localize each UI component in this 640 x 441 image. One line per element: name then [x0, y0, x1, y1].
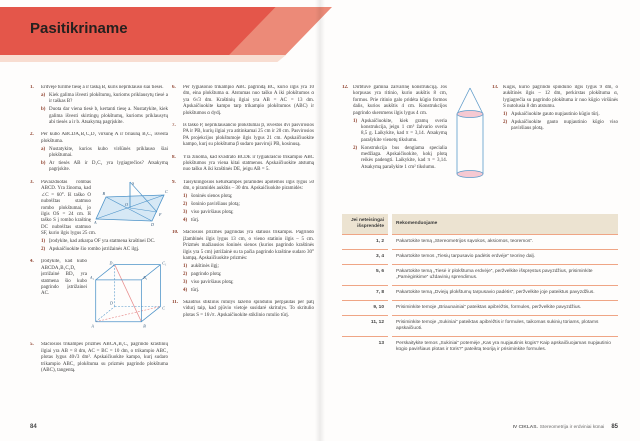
exercise-number: 5.: [30, 342, 34, 348]
table-cell-recommendation: Pakartokite temą „Stereometrijos sąvokos, aksiomos, teoremos“.: [392, 234, 618, 249]
left-page-column-2: [172, 85, 314, 325]
item-label: 2): [41, 246, 46, 252]
exercise-text: Pavaizduotas rombas ABCD. Yra žinoma, kad ∠C = 60°. Iš taško O nubrėžtas statmuo rombo plokštumai, jo ilgis OS = 24 cm. Iš taško S į rombo kraštinę DC nubrėžtas statmuo SF, kurio ilgis lygus 25 cm.: [41, 179, 97, 237]
exercise-text: Dirbtuvė gamina žalvarinę konstrukciją. Jos korpusas yra ritinio, kurio aukštis 8 cm, formos. Prie ritinio galo pridėta kūgio formos dalis, kurios aukštis 4 cm. Konstrukcijos pagrindo skersmens ilgis lygus 4 cm.: [353, 85, 447, 116]
table-header-tasks: Jei neteisingai išsprendėte: [342, 214, 388, 234]
exercise-10: [172, 230, 314, 294]
item-text: pagrindo plotą;: [191, 271, 222, 277]
item-label: 3): [183, 210, 188, 215]
exercise-6: [172, 85, 314, 117]
exercise-number: 9.: [172, 179, 176, 185]
item-label: 1): [183, 194, 188, 200]
page-gutter: [315, 0, 325, 441]
item-label: 2): [353, 145, 358, 151]
exercise-7: [172, 123, 314, 149]
exercise-item: [183, 218, 314, 224]
exercise-text: Taisyklingosios keturkampės piramidės apotemos ilgis lygus 50 dm, o piramidės aukštis – 30 dm. Apskaičiuokite piramidės:: [183, 179, 314, 192]
vertex-label: B₁: [143, 275, 148, 281]
exercise-number: 7.: [172, 123, 176, 129]
table-row: [342, 300, 618, 315]
exercise-number: 4.: [30, 259, 34, 265]
exercise-1: [30, 85, 168, 126]
item-text: Ar tiesės AB ir D₁C₁ yra lygiagrečios? Atsakymą pagrįskite.: [49, 161, 168, 173]
right-page-number: 85: [611, 424, 618, 430]
left-page-column-1: [30, 85, 168, 380]
item-text: aukštinės ilgį;: [191, 263, 219, 269]
exercise-item: [41, 161, 168, 174]
exercise-text: Per lygiašonio trikampio ABC pagrindą BC, kurio ilgis yra 10 dm, eina plokštuma α. Atstumas nuo taško A iki plokštumos α yra 6√3 dm. Kraštinių ilgiai yra AB = AC = 13 dm. Apskaičiuokite kampo tarp trikampio plokštumos (ABC) ir plokštumos α dydį.: [183, 85, 314, 116]
page-title: Pasitikriname: [30, 20, 128, 37]
recommendation-table: [342, 214, 618, 357]
exercise-number: 8.: [172, 154, 176, 160]
table-row: [342, 336, 618, 357]
vertex-label: A: [94, 219, 97, 225]
banner-pale-strip: [0, 55, 286, 62]
exercise-2: [30, 132, 168, 173]
exercise-13: [492, 85, 618, 133]
item-text: tūrį.: [191, 217, 200, 223]
table-row: [342, 264, 618, 285]
exercise-item: [183, 272, 314, 278]
vertex-label: C: [165, 188, 168, 194]
item-label: b): [41, 161, 46, 167]
vertex-label: A₁: [90, 275, 94, 281]
exercise-item: [183, 210, 314, 216]
vertex-label: B: [102, 190, 105, 196]
exercise-number: 11.: [172, 299, 178, 305]
table-cell-recommendation: Pakartokite temos „Tiesių tarpusavio padėtis erdvėje“ teorinę dalį.: [392, 249, 618, 264]
vertex-label: O: [124, 201, 128, 207]
exercise-item: [353, 146, 490, 172]
table-cell-tasks: 1, 2: [342, 234, 388, 249]
exercise-text: Iš taško P, nepriklausančio plokštumai β, išvestos dvi pasvirosios PA ir PB, kurių ilgiai yra atitinkamai 25 cm ir 20 cm. Pasvirosios PA projekcijos plokštumoje ilgis lygus 21 cm. Apskaičiuokite kampo, kurį su plokštuma β sudaro pasviroji PB, kosinusą.: [183, 123, 314, 148]
item-text: Duota dar viena tiesė b, kertanti tiesę a. Nustatykite, kiek galima išvesti skirtingų plokštumų, kurioms priklausytų abi tiesės a ir b. Atsakymą pagrįskite.: [49, 107, 168, 126]
exercise-item: [41, 107, 168, 126]
item-text: viso paviršiaus plotą;: [191, 279, 234, 285]
exercise-9: [172, 180, 314, 224]
item-text: tūrį.: [191, 287, 200, 293]
exercise-text: Yra žinoma, kad kvadrato BCDE ir lygiakraščio trikampio ABC plokštumos yra viena kitai statmenos. Apskaičiuokite atstumą nuo taško A iki kraštinės DE, jeigu AB = 5.: [183, 154, 314, 173]
vertex-label: D: [151, 221, 155, 227]
exercise-8: [172, 155, 314, 174]
exercise-text: Stačiosios trikampės prizmės ABCA₁B₁C₁ pagrindo kraštinių ilgiai yra AB = 8 dm, AC = BC = 10 dm, o trikampio ABC₁ plotas lygus 40√3 dm². Apskaičiuokite kampo, kurį sudaro trikampio ABC₁ plokštuma su prizmės pagrindo plokštuma (ABC), tangentą.: [41, 342, 168, 373]
left-page-number: 84: [30, 424, 37, 430]
exercise-number: 12.: [342, 85, 349, 90]
exercise-number: 10.: [172, 230, 179, 236]
table-header-recommendation: Rekomenduojame: [392, 214, 618, 234]
exercise-item: [183, 264, 314, 270]
exercise-text: Stačiosios prizmės pagrindas yra statusis trikampis. Pagrindo įžambinės ilgis lygus 13 cm, o vieno statinio ilgis – 5 cm. Prizmės mažiausios šoninės sienos (kurios pagrindo kraštinės ilgis yra 5 cm) įstrižainė su ta pačia pagrindo kraštine sudaro 30° kampą. Apskaičiuokite prizmės:: [183, 230, 314, 261]
exercise-item: [503, 120, 618, 133]
exercise-text: Skaidrus stiklinis rutulys lazerio spinduliu perpjautas per patį vidurį taip, kad pjūvio vietoje susidarė skritulys. To skritulio plotas S = 16√π. Apskaičiuokite stiklinio rutulio tūrį.: [183, 299, 314, 318]
exercise-12: [342, 85, 490, 186]
table-cell-tasks: 5, 6: [342, 264, 388, 285]
vertex-label: B: [143, 323, 146, 329]
table-cell-tasks: 7, 8: [342, 285, 388, 300]
footer-cycle-label: IV CIKLAS.: [512, 425, 538, 430]
vertex-label: C: [162, 305, 165, 311]
exercise-item: [41, 147, 168, 160]
exercise-number: 2.: [30, 132, 34, 138]
exercise-5: [30, 342, 168, 374]
vertex-label: D₁: [109, 261, 114, 267]
table-cell-recommendation: Prisiminkite temoje „Briaunainiai“ pateiktas apibrėžtis, formules, peržvelkite pavyzdžius.: [392, 300, 618, 315]
item-label: 2): [183, 271, 188, 277]
item-label: 2): [503, 120, 508, 126]
item-label: a): [41, 92, 46, 98]
item-label: 3): [183, 279, 188, 285]
table-cell-tasks: 11, 12: [342, 315, 388, 336]
item-label: 1): [503, 112, 508, 118]
table-row: [342, 315, 618, 336]
vertex-label: S: [132, 180, 135, 186]
item-label: b): [41, 107, 46, 113]
item-text: Įrodykite, kad atkarpa OF yra statmena kraštinei DC.: [49, 239, 156, 245]
item-label: 4): [183, 217, 188, 223]
footer-caption: Stereometrija ir erdviniai kūnai: [539, 425, 605, 430]
table-row: [342, 249, 618, 264]
exercise-number: 3.: [30, 179, 34, 185]
table-header-row: [342, 214, 618, 234]
exercise-item: [41, 93, 168, 106]
item-text: šoninės sienos plotą;: [191, 194, 233, 200]
exercise-number: 1.: [30, 85, 34, 90]
vertex-label: C₁: [162, 261, 167, 267]
table-row: [342, 285, 618, 300]
item-label: 1): [353, 118, 358, 124]
table-cell-recommendation: Prisiminkite temoje „Sukiniai“ pateiktas apibrėžtis ir formules, taikomas sukinių tūriams, plotams apskaičiuoti.: [392, 315, 618, 336]
item-text: Konstrukcija bus dengiama specialia medžiaga. Apskaičiuokite, kokį plotą reikės padengti. Laikykite, kad π = 3,14. Atsakymą parašykite 1 cm² tikslumu.: [361, 145, 447, 170]
item-label: 4): [183, 287, 188, 293]
exercise-text: Erdvėje turime tiesę a ir tašką B, kuris nepriklauso šiai tiesei.: [41, 85, 164, 90]
right-page-column-2: [492, 85, 618, 139]
exercise-11: [172, 300, 314, 319]
right-page-column-1: [342, 85, 490, 192]
item-label: 2): [183, 202, 188, 208]
item-text: viso paviršiaus plotą;: [191, 210, 234, 215]
exercise-number: 6.: [172, 85, 176, 90]
exercise-item: [183, 202, 314, 208]
exercise-item: [503, 112, 618, 118]
item-text: Apskaičiuokite gauto nupjautinio kūgio tūrį.: [511, 112, 600, 118]
vertex-label: D: [109, 300, 113, 306]
cube-diagram: [90, 260, 168, 334]
table-cell-recommendation: Perskaitykite temos „Sukiniai“ potemėje „Kas yra nupjautinis kūgis? Kaip apskaičiuojamas nupjautinio kūgio paviršiaus plotas ir tūris?“ pateiktą teoriją ir prisiminkite formules.: [392, 336, 618, 357]
exercise-item: [41, 247, 168, 253]
item-text: Apskaičiuokite gauto nupjautinio kūgio viso paviršiaus plotą.: [511, 120, 618, 132]
exercise-item: [183, 194, 314, 200]
table-row: [342, 234, 618, 249]
table-cell-tasks: 13: [342, 336, 388, 357]
exercise-text: Įrodykite, kad kubo ABCDA₁B₁C₁D₁ įstrižainė BD₁ yra statmena šio kubo pagrindo įstrižainei AC.: [41, 259, 87, 297]
item-text: Nustatykite, kurios kubo viršūnės priklauso šiai plokštumai.: [49, 146, 168, 159]
item-text: Kiek galima išvesti plokštumų, kurioms priklausytų tiesė a ir taškas B?: [49, 92, 168, 105]
right-page-footer: [513, 424, 618, 431]
exercise-3: [30, 180, 168, 253]
table-cell-recommendation: Pakartokite temą „Tiesė ir plokštuma erdvėje“, peržvelkite išspręstus pavyzdžius, prisiminkite „Pamėginkime“ uždavinių sprendimus.: [392, 264, 618, 285]
item-text: šoninio paviršiaus plotą;: [191, 202, 240, 208]
item-label: 1): [183, 263, 188, 269]
table-cell-tasks: 9, 10: [342, 300, 388, 315]
table-cell-recommendation: Pakartokite temą „Dviejų plokštumų tarpusavio padėtis“, peržvelkite joje pateiktus pavyzdžius.: [392, 285, 618, 300]
exercise-item: [353, 119, 490, 145]
exercise-number: 13.: [492, 85, 499, 90]
table-cell-tasks: 3, 4: [342, 249, 388, 264]
rhombus-diagram: [94, 181, 168, 227]
exercise-item: [183, 280, 314, 286]
exercise-4: [30, 259, 168, 336]
item-text: Apskaičiuokite šio rombo įstrižainės AC ilgį.: [49, 246, 140, 252]
item-text: Apskaičiuokite, kiek gramų sveria konstrukcija, jeigu 1 cm³ žalvario sveria 8,5 g. Laikykite, kad π = 3,14. Atsakymą parašykite vienetų tikslumu.: [361, 118, 447, 143]
exercise-text: Per kubo ABCDA₁B₁C₁D₁ viršūnę A ir briauną B₁C₁ išvesta plokštuma.: [41, 132, 168, 144]
item-label: a): [41, 146, 46, 152]
exercise-item: [183, 288, 314, 294]
vertex-label: F: [159, 211, 162, 217]
exercise-text: Kūgis, kurio pagrindo spindulio ilgis lygus 9 dm, o aukštinės ilgis – 12 dm, perkirstas plokštuma α, lygiagrečia su pagrindo plokštuma ir nuo kūgio viršūnės S nutolusia 8 dm atstumu.: [503, 85, 618, 110]
item-label: 1): [41, 239, 46, 245]
vertex-label: A: [91, 323, 94, 329]
exercise-item: [41, 239, 168, 245]
